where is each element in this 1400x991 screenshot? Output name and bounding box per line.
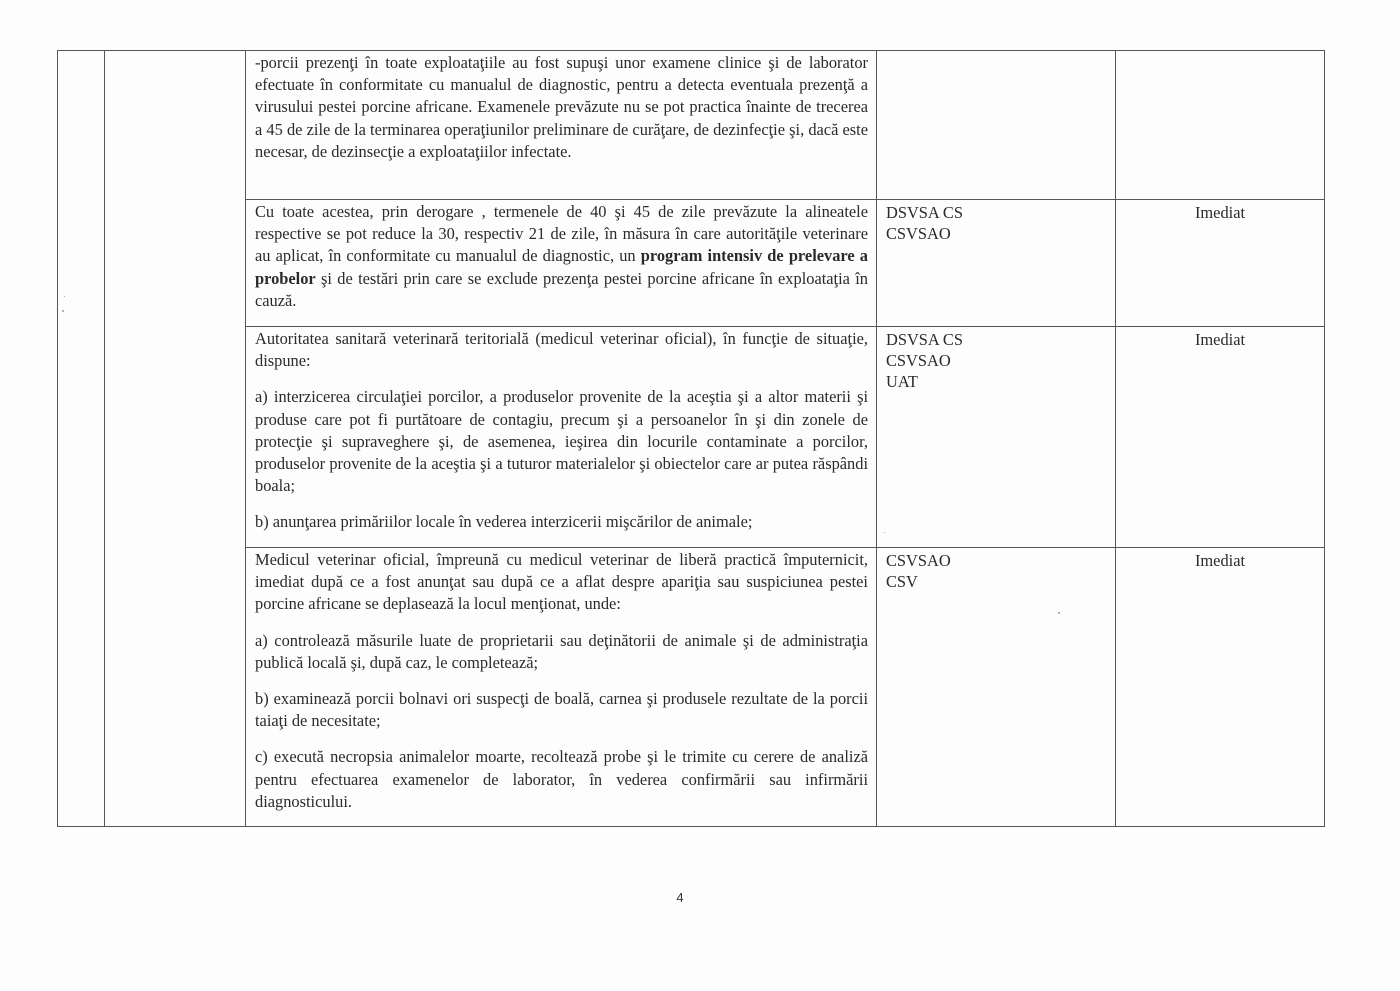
responsible-entity: DSVSA CS <box>886 203 963 222</box>
measure-cell <box>246 327 877 548</box>
measure-paragraph: a) controlează măsurile luate de proprietarii sau deţinătorii de animale şi de administraţia publică locală şi, după caz, le completează; <box>255 630 868 672</box>
term-cell <box>1116 51 1325 200</box>
term-value: Imediat <box>1194 330 1246 349</box>
measure-paragraph: b) examinează porcii bolnavi ori suspecţi de boală, carnea şi produsele rezultate de la porcii taiaţi de necesitate; <box>255 689 868 731</box>
measure-paragraph: Medicul veterinar oficial, împreună cu medicul veterinar de liberă practică împuternicit, imediat după ce a fost anunţat sau după ce a aflat despre apariţia sau suspiciunea pestei porcine africane se deplasează la locul menţionat, unde: <box>255 550 868 614</box>
measure-cell <box>246 548 877 827</box>
responsible-entity: CSVSAO <box>886 551 951 570</box>
measure-cell <box>246 200 877 327</box>
page-number: 4 <box>676 890 684 905</box>
responsible-cell <box>877 51 1116 200</box>
measure-text-bold: program intensiv de prelevare a probelor <box>255 246 868 288</box>
responsible-cell <box>877 200 1116 327</box>
measure-cell <box>246 51 877 200</box>
responsible-cell <box>877 548 1116 827</box>
measure-paragraph: Autoritatea sanitară veterinară teritorială (medicul veterinar oficial), în funcţie de situaţie, dispune: <box>255 329 868 371</box>
measure-text: Cu toate acestea, prin derogare , termenele de 40 şi 45 de zile prevăzute la alineatele respective se pot reduce la 30, respectiv 21 de zile, în măsura în care autorităţile veterinare au aplicat, în conformitate cu manualul de diagnostic, un <box>255 202 868 266</box>
responsible-cell <box>877 327 1116 548</box>
term-value: Imediat <box>1194 551 1246 570</box>
responsible-entity: CSVSAO <box>886 224 951 243</box>
term-cell <box>1116 200 1325 327</box>
measure-paragraph: -porcii prezenţi în toate exploataţiile au fost supuşi unor examene clinice şi de laborator efectuate în conformitate cu manualul de diagnostic, pentru a detecta eventuala prezenţă a virusului pestei porcine africane. Examenele prevăzute nu se pot practica înainte de trecerea a 45 de zile de la terminarea operaţiunilor preliminare de curăţare, de dezinfecţie şi, dacă este necesar, de dezinsecţie a exploataţiilor infectate. <box>255 53 868 161</box>
measure-text: şi de testări prin care se exclude prezenţa pestei porcine africane în exploataţia în cauză. <box>255 268 868 310</box>
responsible-entity: DSVSA CS <box>886 330 963 349</box>
table-row <box>58 51 1325 200</box>
measure-paragraph: a) interzicerea circulaţiei porcilor, a produselor provenite de la aceştia şi a altor materii şi produse care pot fi purtătoare de contagiu, precum şi a persoanelor în şi din zonele de protecţie şi supraveghere şi, de asemenea, ieşirea din locurile contaminate a porcilor, produselor provenite de la aceştia şi a tuturor materialelor şi obiectelor care ar putea răspândi boala; <box>255 387 868 496</box>
measure-paragraph: c) execută necropsia animalelor moarte, recoltează probe şi le trimite cu cerere de analiză pentru efectuarea examenelor de laborator, în vederea confirmării sau infirmării diagnosticului. <box>255 747 868 811</box>
term-cell <box>1116 548 1325 827</box>
table-row <box>58 200 1325 327</box>
measures-table <box>57 50 1325 827</box>
table-row <box>58 327 1325 548</box>
measure-paragraph: b) anunţarea primăriilor locale în vederea interzicerii mişcărilor de animale; <box>255 512 753 532</box>
term-cell <box>1116 327 1325 548</box>
term-value: Imediat <box>1194 203 1246 222</box>
responsible-entity: CSVSAO <box>886 351 951 370</box>
responsible-entity: CSV <box>886 572 918 591</box>
responsible-entity: UAT <box>886 372 918 391</box>
measure-paragraph <box>255 201 868 312</box>
category-column-cell <box>105 51 246 827</box>
number-column-cell <box>58 51 105 827</box>
table-row <box>58 548 1325 827</box>
